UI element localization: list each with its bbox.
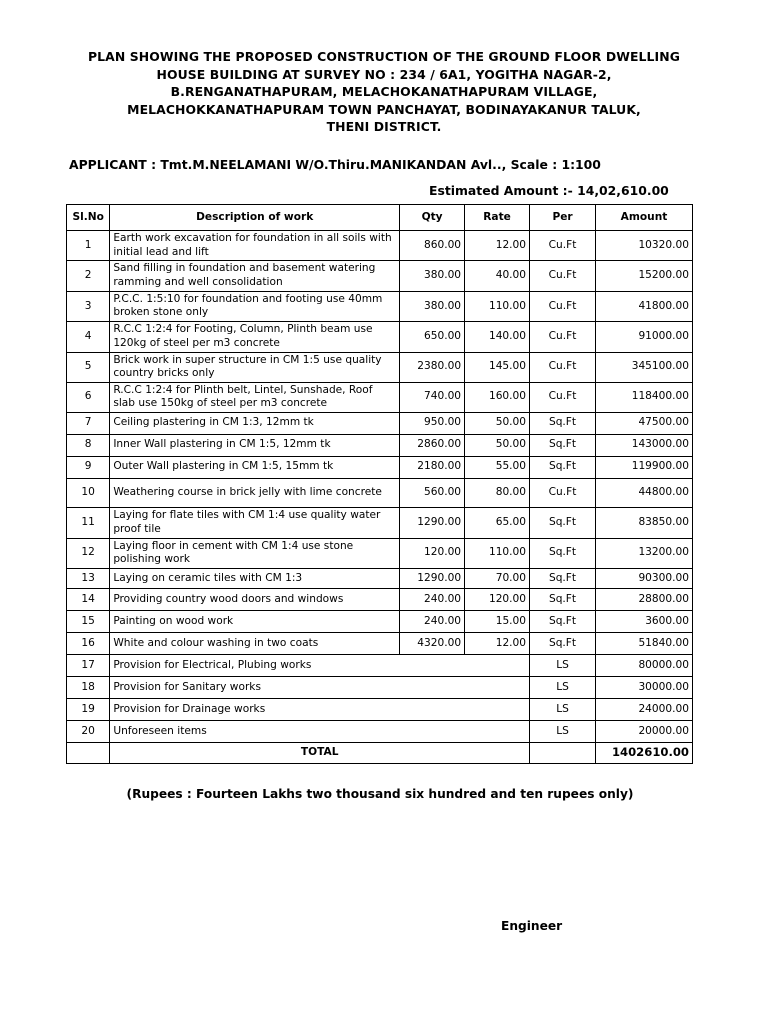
cell-sl: 7 <box>67 412 110 434</box>
cell-sl: 16 <box>67 632 110 654</box>
cell-rate: 50.00 <box>465 412 530 434</box>
cell-rate: 65.00 <box>465 508 530 538</box>
cell-amount: 83850.00 <box>596 508 693 538</box>
table-row <box>67 291 693 321</box>
table-row <box>67 588 693 610</box>
cell-per: Sq.Ft <box>530 588 596 610</box>
cell-amount: 345100.00 <box>596 352 693 382</box>
cell-rate: 80.00 <box>465 478 530 508</box>
cell-rate: 140.00 <box>465 322 530 352</box>
cell-per: Cu.Ft <box>530 231 596 261</box>
cell-rate: 145.00 <box>465 352 530 382</box>
total-blank-cell <box>67 742 110 763</box>
table-row <box>67 231 693 261</box>
table-row <box>67 610 693 632</box>
cell-description: Providing country wood doors and windows <box>110 588 400 610</box>
cell-sl: 20 <box>67 720 110 742</box>
cell-sl: 10 <box>67 478 110 508</box>
estimated-amount: Estimated Amount :- 14,02,610.00 <box>429 183 669 198</box>
cell-sl: 19 <box>67 698 110 720</box>
cell-qty: 380.00 <box>400 291 465 321</box>
cell-description: Weathering course in brick jelly with lime concrete <box>110 478 400 508</box>
cell-sl: 17 <box>67 654 110 676</box>
cell-per: LS <box>530 654 596 676</box>
cell-description: Provision for Sanitary works <box>110 676 530 698</box>
table-row <box>67 382 693 412</box>
cell-sl: 15 <box>67 610 110 632</box>
cell-description: Laying on ceramic tiles with CM 1:3 <box>110 568 400 588</box>
title-line: B.RENGANATHAPURAM, MELACHOKANATHAPURAM VILLAGE, <box>170 84 598 100</box>
table-row <box>67 568 693 588</box>
cell-qty: 860.00 <box>400 231 465 261</box>
table-row <box>67 478 693 508</box>
cell-qty: 2180.00 <box>400 456 465 478</box>
cell-per: Sq.Ft <box>530 456 596 478</box>
cell-rate: 50.00 <box>465 434 530 456</box>
cell-amount: 24000.00 <box>596 698 693 720</box>
cell-description: Ceiling plastering in CM 1:3, 12mm tk <box>110 412 400 434</box>
total-row <box>67 742 693 763</box>
cell-amount: 47500.00 <box>596 412 693 434</box>
cell-amount: 51840.00 <box>596 632 693 654</box>
cell-description: Unforeseen items <box>110 720 530 742</box>
cell-per: Cu.Ft <box>530 261 596 291</box>
cell-amount: 15200.00 <box>596 261 693 291</box>
cell-per: Cu.Ft <box>530 352 596 382</box>
cell-description: Laying floor in cement with CM 1:4 use stone polishing work <box>110 538 400 568</box>
cell-per: Sq.Ft <box>530 412 596 434</box>
cell-qty: 380.00 <box>400 261 465 291</box>
cell-rate: 12.00 <box>465 632 530 654</box>
table-row <box>67 412 693 434</box>
cell-description: Laying for flate tiles with CM 1:4 use quality water proof tile <box>110 508 400 538</box>
header-amount: Amount <box>596 205 693 231</box>
cell-rate: 160.00 <box>465 382 530 412</box>
table-row <box>67 322 693 352</box>
cell-amount: 10320.00 <box>596 231 693 261</box>
cell-rate: 70.00 <box>465 568 530 588</box>
cell-description: Provision for Drainage works <box>110 698 530 720</box>
bill-of-quantities-table <box>66 204 693 764</box>
cell-sl: 6 <box>67 382 110 412</box>
cell-rate: 55.00 <box>465 456 530 478</box>
cell-per: Sq.Ft <box>530 610 596 632</box>
cell-qty: 4320.00 <box>400 632 465 654</box>
title-line: MELACHOKKANATHAPURAM TOWN PANCHAYAT, BODINAYAKANUR TALUK, <box>127 101 641 117</box>
cell-sl: 14 <box>67 588 110 610</box>
cell-per: Cu.Ft <box>530 478 596 508</box>
cell-per: LS <box>530 676 596 698</box>
cell-amount: 13200.00 <box>596 538 693 568</box>
cell-amount: 119900.00 <box>596 456 693 478</box>
title-line: PLAN SHOWING THE PROPOSED CONSTRUCTION OF THE GROUND FLOOR DWELLING <box>88 49 680 64</box>
cell-description: Sand filling in foundation and basement watering ramming and well consolidation <box>110 261 400 291</box>
cell-sl: 9 <box>67 456 110 478</box>
engineer-signature-label: Engineer <box>501 919 563 933</box>
cell-sl: 12 <box>67 538 110 568</box>
cell-rate: 12.00 <box>465 231 530 261</box>
cell-qty: 740.00 <box>400 382 465 412</box>
cell-sl: 11 <box>67 508 110 538</box>
cell-per: Sq.Ft <box>530 434 596 456</box>
cell-qty: 950.00 <box>400 412 465 434</box>
cell-qty: 2860.00 <box>400 434 465 456</box>
cell-sl: 8 <box>67 434 110 456</box>
cell-amount: 41800.00 <box>596 291 693 321</box>
table-row <box>67 676 693 698</box>
cell-description: White and colour washing in two coats <box>110 632 400 654</box>
header-rate: Rate <box>465 205 530 231</box>
cell-per: Sq.Ft <box>530 568 596 588</box>
header-sl-no: Sl.No <box>67 205 110 231</box>
cell-rate: 120.00 <box>465 588 530 610</box>
cell-per: LS <box>530 720 596 742</box>
document-title <box>40 48 728 136</box>
applicant-line: APPLICANT : Tmt.M.NEELAMANI W/O.Thiru.MANIKANDAN Avl.., Scale : 1:100 <box>69 157 601 172</box>
cell-amount: 20000.00 <box>596 720 693 742</box>
table-row <box>67 720 693 742</box>
cell-sl: 18 <box>67 676 110 698</box>
cell-sl: 13 <box>67 568 110 588</box>
cell-amount: 118400.00 <box>596 382 693 412</box>
cell-qty: 2380.00 <box>400 352 465 382</box>
table-row <box>67 261 693 291</box>
cell-amount: 90300.00 <box>596 568 693 588</box>
cell-rate: 110.00 <box>465 291 530 321</box>
total-label: TOTAL <box>110 742 530 763</box>
total-amount: 1402610.00 <box>596 742 693 763</box>
cell-qty: 1290.00 <box>400 508 465 538</box>
cell-qty: 240.00 <box>400 610 465 632</box>
cell-description: Brick work in super structure in CM 1:5 use quality country bricks only <box>110 352 400 382</box>
cell-amount: 80000.00 <box>596 654 693 676</box>
cell-amount: 143000.00 <box>596 434 693 456</box>
table-row <box>67 654 693 676</box>
cell-qty: 650.00 <box>400 322 465 352</box>
cell-rate: 15.00 <box>465 610 530 632</box>
cell-per: Cu.Ft <box>530 382 596 412</box>
cell-amount: 44800.00 <box>596 478 693 508</box>
cell-per: Sq.Ft <box>530 508 596 538</box>
cell-qty: 560.00 <box>400 478 465 508</box>
cell-per: Sq.Ft <box>530 538 596 568</box>
cell-description: Outer Wall plastering in CM 1:5, 15mm tk <box>110 456 400 478</box>
table-row <box>67 632 693 654</box>
cell-rate: 40.00 <box>465 261 530 291</box>
table-header-row <box>67 205 693 231</box>
title-line: THENI DISTRICT. <box>326 119 442 135</box>
cell-description: Provision for Electrical, Plubing works <box>110 654 530 676</box>
cell-amount: 91000.00 <box>596 322 693 352</box>
cell-amount: 3600.00 <box>596 610 693 632</box>
cell-sl: 2 <box>67 261 110 291</box>
cell-qty: 240.00 <box>400 588 465 610</box>
cell-description: R.C.C 1:2:4 for Plinth belt, Lintel, Sunshade, Roof slab use 150kg of steel per m3 concrete <box>110 382 400 412</box>
cell-rate: 110.00 <box>465 538 530 568</box>
cell-amount: 28800.00 <box>596 588 693 610</box>
title-line: HOUSE BUILDING AT SURVEY NO : 234 / 6A1, YOGITHA NAGAR-2, <box>156 66 612 82</box>
cell-description: Painting on wood work <box>110 610 400 632</box>
cell-qty: 1290.00 <box>400 568 465 588</box>
header-qty: Qty <box>400 205 465 231</box>
cell-sl: 5 <box>67 352 110 382</box>
cell-sl: 4 <box>67 322 110 352</box>
table-row <box>67 698 693 720</box>
cell-sl: 3 <box>67 291 110 321</box>
header-per: Per <box>530 205 596 231</box>
total-per-blank <box>530 742 596 763</box>
cell-description: Earth work excavation for foundation in all soils with initial lead and lift <box>110 231 400 261</box>
header-description: Description of work <box>110 205 400 231</box>
cell-qty: 120.00 <box>400 538 465 568</box>
cell-description: P.C.C. 1:5:10 for foundation and footing use 40mm broken stone only <box>110 291 400 321</box>
cell-sl: 1 <box>67 231 110 261</box>
table-row <box>67 508 693 538</box>
cell-per: LS <box>530 698 596 720</box>
cell-per: Cu.Ft <box>530 322 596 352</box>
table-row <box>67 456 693 478</box>
cell-per: Cu.Ft <box>530 291 596 321</box>
cell-per: Sq.Ft <box>530 632 596 654</box>
table-row <box>67 434 693 456</box>
amount-in-words: (Rupees : Fourteen Lakhs two thousand six hundred and ten rupees only) <box>126 787 634 801</box>
table-row <box>67 538 693 568</box>
table-row <box>67 352 693 382</box>
cell-description: R.C.C 1:2:4 for Footing, Column, Plinth beam use 120kg of steel per m3 concrete <box>110 322 400 352</box>
cell-description: Inner Wall plastering in CM 1:5, 12mm tk <box>110 434 400 456</box>
cell-amount: 30000.00 <box>596 676 693 698</box>
